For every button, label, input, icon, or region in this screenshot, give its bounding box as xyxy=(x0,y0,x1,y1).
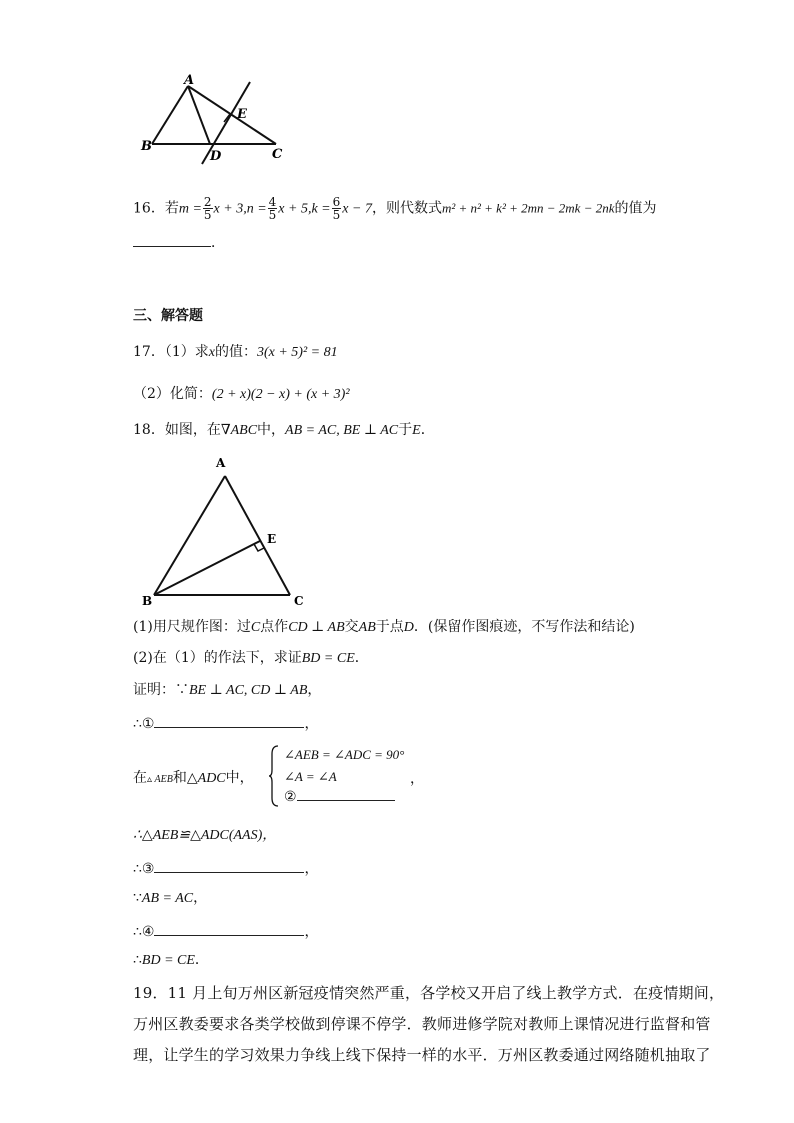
ab-eq-ac: AB = AC xyxy=(141,891,194,906)
tri-aeb: ▵ AEB xyxy=(147,774,173,785)
because-symbol-2: ∵ xyxy=(133,890,142,906)
system-brace-icon xyxy=(268,744,280,808)
step3-comma: ， xyxy=(304,861,319,877)
figure1-label-e: E xyxy=(237,107,247,122)
q17-var: x xyxy=(208,345,215,360)
therefore-symbol: ∴ xyxy=(133,716,142,732)
q18-task1-d: 于点 xyxy=(375,619,404,635)
q16-k-frac xyxy=(332,196,342,221)
system-line-3 xyxy=(284,788,395,806)
q16-m-frac xyxy=(203,196,213,221)
q18-condition: AB = AC, BE ⊥ AC xyxy=(285,423,399,438)
q18-step1 xyxy=(133,713,318,734)
section3-title: 三、解答题 xyxy=(133,308,203,324)
congruent-statement: △AEB≌△ADC(AAS)， xyxy=(141,828,277,843)
q19-line-3: 理，让学生的学习效果力争线上线下保持一样的水平．万州区教委通过网络随机抽取了 xyxy=(133,1046,711,1064)
q16-prefix: 16．若 xyxy=(133,200,179,217)
therefore-symbol-5: ∴ xyxy=(133,952,142,968)
blank-2[interactable] xyxy=(297,788,395,801)
in-text: 在 xyxy=(133,770,147,786)
q16-expr: m² + n² + k² + 2mn − 2mk − 2nk xyxy=(441,200,615,216)
q16-m-den: 5 xyxy=(203,208,212,222)
q16-line xyxy=(133,196,656,221)
q18-intro xyxy=(133,420,435,441)
q18-proof-cond: BE ⊥ AC, CD ⊥ AB xyxy=(189,683,308,698)
q18-task1-ab: AB xyxy=(358,620,376,635)
q18-triangle: ∇ABC xyxy=(220,423,258,438)
q18-task1-a: (1)用尺规作图：过 xyxy=(133,619,251,635)
q19-line-1: 19．11 月上旬万州区新冠疫情突然严重，各学校又开启了线上教学方式．在疫情期间， xyxy=(133,984,725,1002)
q18-intro2: 中， xyxy=(257,422,286,438)
zhong-text: 中， xyxy=(225,770,254,786)
figure2-label-b: B xyxy=(142,594,153,608)
conclusion-eq: BD = CE xyxy=(141,953,195,968)
q16-m-num: 2 xyxy=(203,195,212,209)
q16-mid: ，则代数式 xyxy=(371,200,442,217)
q18-e: E xyxy=(412,423,421,438)
q17-part1-text: 17．（1）求 xyxy=(133,344,209,360)
q18-ab-ac xyxy=(133,888,207,909)
q16-suffix: 的值为 xyxy=(614,200,657,217)
q18-task2 xyxy=(133,648,369,669)
q16-m-rest: x + 3, xyxy=(213,201,247,217)
q18-task1-jiao: 交 xyxy=(344,619,359,635)
circle-3-label: ③ xyxy=(141,861,155,877)
q16-answer-line xyxy=(133,232,225,253)
q18-intro4: ． xyxy=(420,422,435,438)
ab-ac-tail: ， xyxy=(193,890,208,906)
q17-part1 xyxy=(133,342,338,363)
q18-task2-a: (2)在（1）的作法下，求证 xyxy=(133,650,302,666)
q18-task1-cd: CD ⊥ AB xyxy=(288,620,345,635)
because-symbol: ∵ xyxy=(175,682,189,698)
figure1-label-a: A xyxy=(184,73,195,88)
q17-part1-expr: 3(x + 5)² = 81 xyxy=(256,345,338,360)
q18-task2-b: ． xyxy=(354,650,369,666)
q16-n-den: 5 xyxy=(268,208,277,222)
q16-k-lhs: k = xyxy=(311,201,331,217)
system-comma: ， xyxy=(410,771,424,787)
system-line-1: ∠AEB = ∠ADC = 90° xyxy=(284,747,405,762)
q17-part2-expr: (2 + x)(2 − x) + (x + 3)² xyxy=(211,387,350,402)
figure2-label-c: C xyxy=(294,594,304,608)
q16-n-lhs: n = xyxy=(246,201,267,217)
and-text: 和△ xyxy=(172,770,198,786)
q18-congruent xyxy=(133,826,276,846)
q16-k-den: 5 xyxy=(332,208,341,222)
step4-comma: ， xyxy=(304,924,319,940)
figure2-label-a: A xyxy=(216,456,226,470)
figure-triangle-ade xyxy=(140,72,300,168)
q18-intro-text: 18．如图，在 xyxy=(133,422,221,438)
q18-proof-comma: ， xyxy=(307,682,322,698)
q18-task1-b: 点作 xyxy=(260,619,289,635)
q17-part2 xyxy=(133,384,350,405)
q18-step4 xyxy=(133,921,318,942)
figure1-label-c: C xyxy=(272,147,283,162)
q18-intro3: 于 xyxy=(398,422,413,438)
q18-step3 xyxy=(133,858,318,879)
q18-task1-point-d: D xyxy=(403,620,414,635)
q18-task1 xyxy=(133,617,635,638)
blank-1[interactable] xyxy=(154,713,304,728)
q16-answer-blank[interactable] xyxy=(133,232,211,247)
q16-n-frac xyxy=(268,196,278,221)
system-line-2: ∠A = ∠A xyxy=(284,769,337,784)
q19-line-2: 万州区教委要求各类学校做到停课不停学．教师进修学院对教师上课情况进行监督和管 xyxy=(133,1015,711,1033)
q16-k-num: 6 xyxy=(332,195,341,209)
q16-k-rest: x − 7 xyxy=(342,201,372,217)
figure1-label-b: B xyxy=(141,139,152,154)
figure1-label-d: D xyxy=(210,149,222,164)
circle-1-label: ① xyxy=(141,716,155,732)
circle-2-label: ② xyxy=(284,789,297,805)
q17-part1-text2: 的值： xyxy=(214,344,257,360)
q18-system-intro xyxy=(133,768,254,790)
figure-triangle-abc xyxy=(138,452,318,612)
q17-part2-text: （2）化简： xyxy=(133,386,212,402)
therefore-symbol-2: ∴ xyxy=(133,828,142,843)
q18-task1-e: ．(保留作图痕迹，不写作法和结论) xyxy=(413,619,635,635)
q18-task1-c: C xyxy=(250,620,261,635)
q16-m-lhs: m = xyxy=(178,201,202,217)
blank-3[interactable] xyxy=(154,858,304,873)
tri-adc: ADC xyxy=(197,771,226,786)
q18-proof-label: 证明： xyxy=(133,682,175,698)
q16-n-num: 4 xyxy=(268,195,277,209)
q18-proof-start xyxy=(133,680,321,701)
therefore-symbol-3: ∴ xyxy=(133,861,142,877)
q18-task2-eq: BD = CE xyxy=(301,651,355,666)
blank-4[interactable] xyxy=(154,921,304,936)
conclusion-tail: ． xyxy=(194,952,209,968)
circle-4-label: ④ xyxy=(141,924,155,940)
step1-comma: ， xyxy=(304,716,319,732)
therefore-symbol-4: ∴ xyxy=(133,924,142,940)
figure2-label-e: E xyxy=(267,532,277,546)
q18-conclusion xyxy=(133,950,209,971)
q16-blank-end: ． xyxy=(211,235,225,251)
q16-n-rest: x + 5, xyxy=(278,201,312,217)
